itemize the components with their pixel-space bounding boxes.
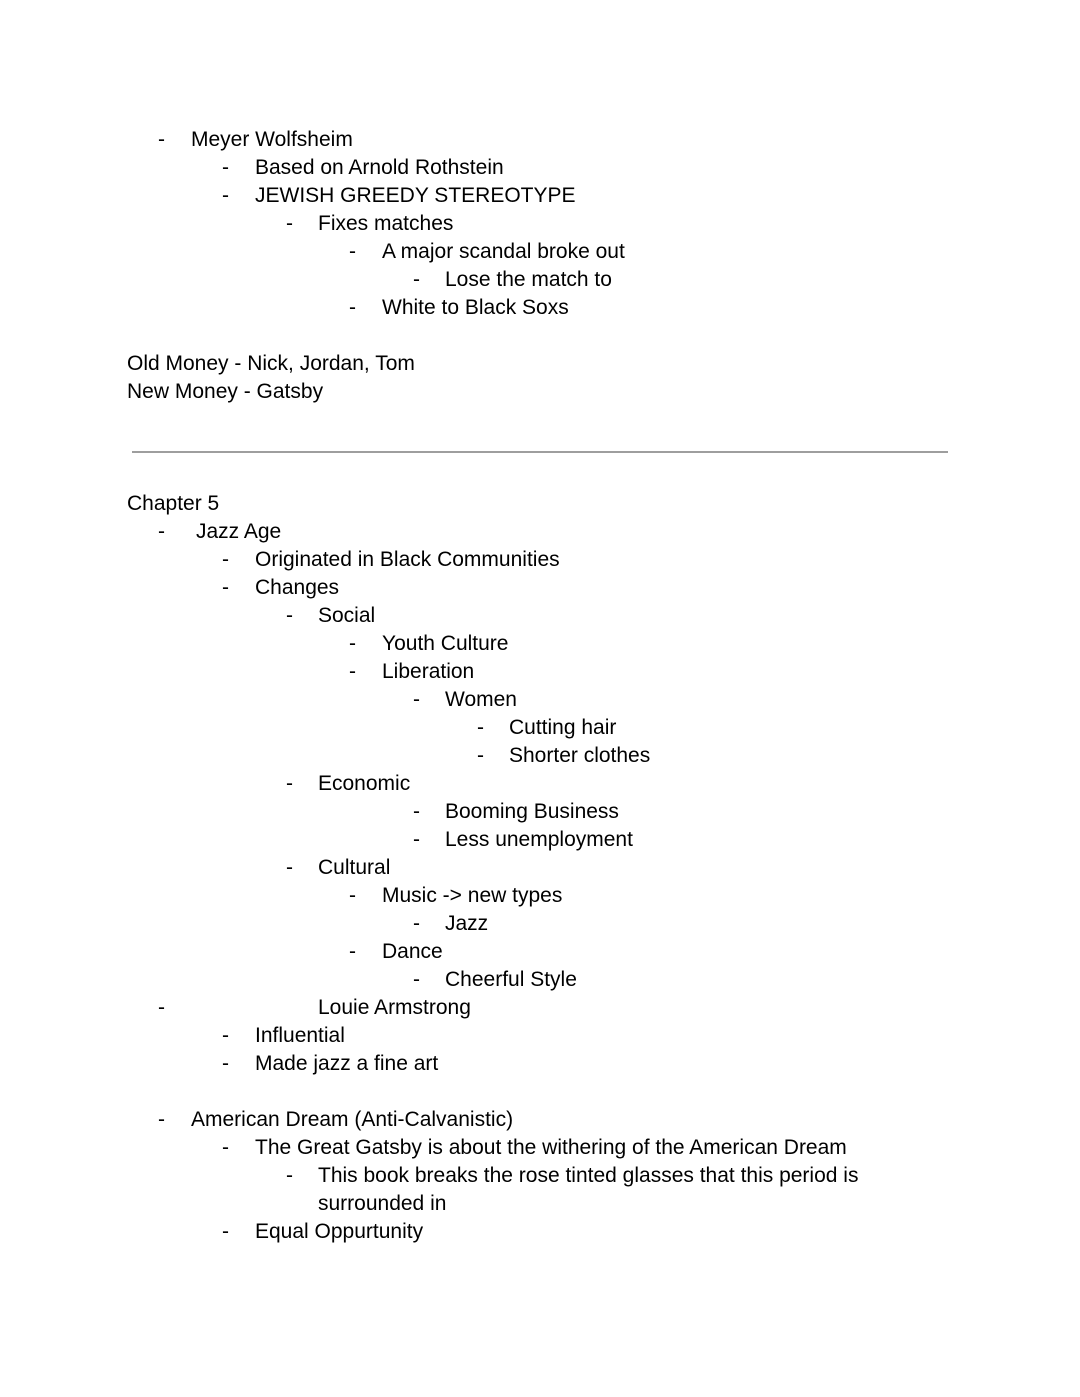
- bullet-dash: -: [222, 156, 229, 179]
- note-influential: Influential: [255, 1024, 345, 1047]
- note-social: Social: [318, 604, 376, 627]
- bullet-dash: -: [349, 884, 356, 907]
- bullet-dash: -: [413, 800, 420, 823]
- note-rose-tinted-cont: surrounded in: [318, 1192, 447, 1215]
- bullet-dash: -: [222, 1136, 229, 1159]
- note-wolfsheim: Meyer Wolfsheim: [191, 128, 353, 151]
- section-divider: [132, 451, 948, 453]
- note-lose: Lose the match to: [445, 268, 612, 291]
- bullet-dash: -: [158, 128, 165, 151]
- bullet-dash: -: [286, 1164, 293, 1187]
- chapter-heading: Chapter 5: [127, 492, 220, 515]
- note-women: Women: [445, 688, 517, 711]
- bullet-dash: -: [222, 1052, 229, 1075]
- note-equal-opportunity: Equal Oppurtunity: [255, 1220, 424, 1243]
- note-cultural: Cultural: [318, 856, 391, 879]
- note-new-money: New Money - Gatsby: [127, 380, 324, 403]
- note-dance: Dance: [382, 940, 443, 963]
- note-old-money: Old Money - Nick, Jordan, Tom: [127, 352, 415, 375]
- bullet-dash: -: [413, 912, 420, 935]
- note-shorter-clothes: Shorter clothes: [509, 744, 651, 767]
- note-youth-culture: Youth Culture: [382, 632, 509, 655]
- note-changes: Changes: [255, 576, 340, 599]
- bullet-dash: -: [349, 240, 356, 263]
- note-economic: Economic: [318, 772, 411, 795]
- bullet-dash: -: [286, 604, 293, 627]
- note-scandal: A major scandal broke out: [382, 240, 625, 263]
- bullet-dash: -: [413, 688, 420, 711]
- note-fixes: Fixes matches: [318, 212, 454, 235]
- bullet-dash: -: [158, 520, 165, 543]
- note-unemployment: Less unemployment: [445, 828, 633, 851]
- note-cheerful: Cheerful Style: [445, 968, 577, 991]
- bullet-dash: -: [158, 1108, 165, 1131]
- note-based-on: Based on Arnold Rothstein: [255, 156, 504, 179]
- bullet-dash: -: [349, 632, 356, 655]
- bullet-dash: -: [349, 940, 356, 963]
- bullet-dash: -: [349, 296, 356, 319]
- note-armstrong: Louie Armstrong: [318, 996, 471, 1019]
- bullet-dash: -: [286, 772, 293, 795]
- bullet-dash: -: [286, 212, 293, 235]
- bullet-dash: -: [222, 1220, 229, 1243]
- note-cutting-hair: Cutting hair: [509, 716, 617, 739]
- note-white-sox: White to Black Soxs: [382, 296, 569, 319]
- bullet-dash: -: [222, 184, 229, 207]
- bullet-dash: -: [222, 576, 229, 599]
- note-fine-art: Made jazz a fine art: [255, 1052, 439, 1075]
- note-originated: Originated in Black Communities: [255, 548, 560, 571]
- bullet-dash: -: [477, 744, 484, 767]
- note-liberation: Liberation: [382, 660, 475, 683]
- note-rose-tinted: This book breaks the rose tinted glasses that this period is: [318, 1164, 859, 1187]
- bullet-dash: -: [222, 1024, 229, 1047]
- note-withering: The Great Gatsby is about the withering of the American Dream: [255, 1136, 847, 1159]
- bullet-dash: -: [286, 856, 293, 879]
- bullet-dash: -: [349, 660, 356, 683]
- note-jazz: Jazz: [445, 912, 489, 935]
- note-jazz-age: Jazz Age: [196, 520, 282, 543]
- bullet-dash: -: [158, 996, 165, 1019]
- note-music: Music -> new types: [382, 884, 563, 907]
- bullet-dash: -: [477, 716, 484, 739]
- note-booming: Booming Business: [445, 800, 619, 823]
- bullet-dash: -: [413, 828, 420, 851]
- bullet-dash: -: [413, 968, 420, 991]
- bullet-dash: -: [222, 548, 229, 571]
- note-american-dream: American Dream (Anti-Calvanistic): [191, 1108, 514, 1131]
- note-stereotype: JEWISH GREEDY STEREOTYPE: [255, 184, 576, 207]
- bullet-dash: -: [413, 268, 420, 291]
